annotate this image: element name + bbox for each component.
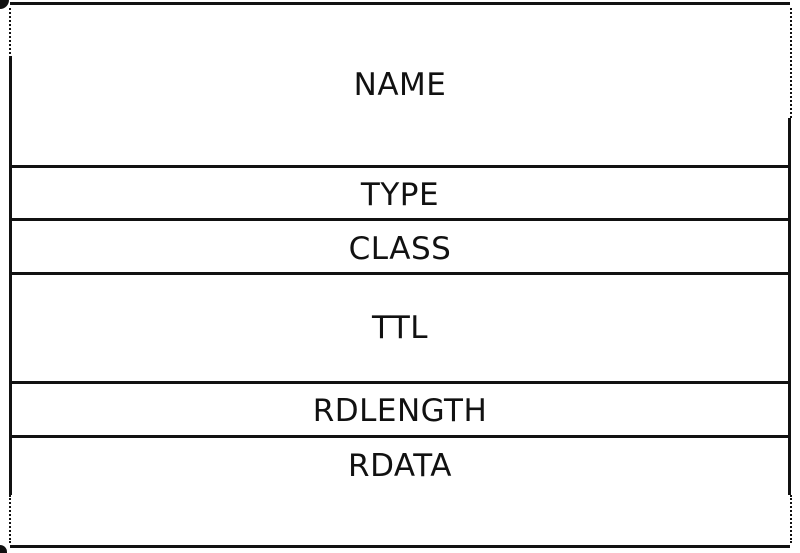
divider-class-ttl <box>10 272 790 275</box>
right-dotted-edge-bottom <box>790 495 795 543</box>
field-rdlength-label: RDLENGTH <box>312 393 488 429</box>
right-dotted-edge-top <box>790 8 795 118</box>
field-ttl-label: TTL <box>371 310 429 346</box>
divider-name-type <box>10 165 790 168</box>
left-dotted-edge-top <box>9 8 14 54</box>
field-class-label: CLASS <box>348 231 452 267</box>
right-border-name <box>788 118 791 171</box>
field-type-label: TYPE <box>360 177 440 213</box>
divider-ttl-rdlength <box>10 381 790 384</box>
field-name-label: NAME <box>353 67 447 103</box>
diagram-bottom-border <box>10 545 790 548</box>
field-rdata-label: RDATA <box>348 448 452 484</box>
corner-mark-top <box>0 0 9 9</box>
divider-rdlength-rdata <box>10 435 790 438</box>
corner-mark-bottom <box>0 545 7 553</box>
divider-type-class <box>10 218 790 221</box>
left-dotted-edge-bottom <box>9 495 14 543</box>
diagram-top-border <box>10 2 790 5</box>
